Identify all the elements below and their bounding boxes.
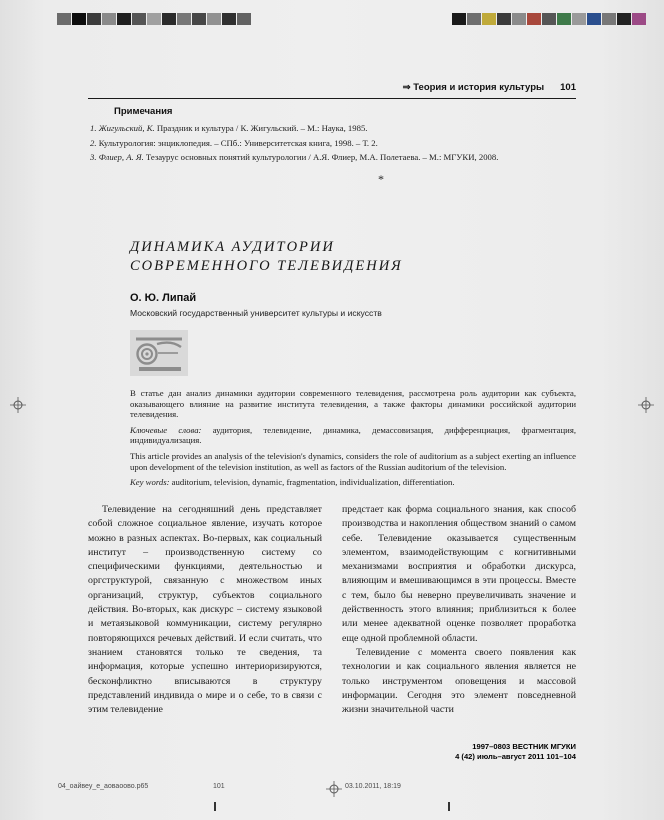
body-paragraph: Телевидение на сегодняшний день представляет собой сложное социальное явление, изучать которое можно в разных аспектах. Во-первых, как социальный институт – производственную систему со специфическими функциями, деятельностью и оргструктурой, связанную с множеством иных организаций, структур, субъектов социального действия. Во-вторых, как дискурс – систему языковой и метаязыковой коммуникации, систему регулярно повторяющихся речевых действий. И если считать, что знанием становятся только те сведения, та информация, которые успешно интериоризируются, бесконфликтно вписываются в структуру представлений индивида о мире и о себе, то в связи с этим телевидение [88,504,322,716]
calibration-strip-right [452,13,646,25]
registration-mark-left [10,397,26,413]
body-column-right [342,503,576,717]
calibration-square [87,13,101,25]
registration-mark-right [638,397,654,413]
calibration-square [512,13,526,25]
page-number: 101 [560,82,576,93]
calibration-square [147,13,161,25]
calibration-square [602,13,616,25]
calibration-square [452,13,466,25]
calibration-square [57,13,71,25]
journal-footer-line1: 1997–0803 ВЕСТНИК МГУКИ [472,742,576,751]
calibration-square [237,13,251,25]
calibration-square [207,13,221,25]
calibration-square [102,13,116,25]
abstract-block [130,388,576,493]
calibration-square [542,13,556,25]
calibration-square [572,13,586,25]
body-paragraph: Телевидение с момента своего появления как технологии и как социального явления является не только инструментом оповещения и массовой информации. Сегодня это элемент повседневной жизни значительной части [342,646,576,716]
calibration-square [587,13,601,25]
journal-footer [88,742,576,761]
article-body [88,503,576,717]
print-datetime: 03.10.2011, 18:19 [345,783,401,790]
note-item: 1. Жигульский, К. Праздник и культура / К. Жигульский. – М.: Наука, 1985. [90,123,368,133]
header-rule [88,98,576,99]
calibration-square [222,13,236,25]
calibration-square [177,13,191,25]
calibration-square [467,13,481,25]
keywords-ru-label: Ключевые слова: [130,424,202,435]
running-header [88,82,576,93]
print-page-number: 101 [213,783,225,790]
article-title-line1: ДИНАМИКА АУДИТОРИИ [130,239,335,255]
article-title-line2: СОВРЕМЕННОГО ТЕЛЕВИДЕНИЯ [130,258,403,274]
calibration-square [497,13,511,25]
note-item: 2. Культурология: энциклопедия. – СПб.: Университетская книга, 1998. – Т. 2. [90,137,378,148]
calibration-square [527,13,541,25]
note-item: 3. Флиер, А. Я. Тезаурус основных понятий культурологии / А.Я. Флиер, М.А. Полетаева. – М.: МГУКИ, 2008. [90,152,499,162]
registration-mark-bottom [326,781,342,797]
ionic-column-icon [130,330,188,376]
crop-tick [214,802,216,811]
abstract-en: This article provides an analysis of the television's dynamics, considers the role of auditorium as a subject exerting an influence upon development of the television institution, as well as factors of the Russian auditorium of the television. [130,450,576,472]
calibration-square [617,13,631,25]
journal-footer-line2: 4 (42) июль–август 2011 101–104 [455,751,576,761]
section-title: ⇒ Теория и история культуры [402,82,545,93]
calibration-square [117,13,131,25]
body-column-left [88,503,322,717]
article-title [130,238,403,276]
keywords-en: Key words: auditorium, television, dynamic, fragmentation, individualization, differentiation. [130,477,455,488]
calibration-square [557,13,571,25]
keywords-en-label: Key words: [130,477,170,488]
body-paragraph: предстает как форма социального знания, как способ производства и накопления обществом знаний о самом себе. Телевидение оказывается существенным элементом, взаимодействующим с когнитивными механизмами восприятия и обработки дискурса, влияющим и вмешивающимся в эти процессы. Вместе с тем, было бы неверно преувеличивать значение и действенность этого влияния; приблизиться к более или менее адекватной оценке позволяет проработка еще одной проблемной области. [342,504,576,644]
calibration-square [482,13,496,25]
notes-list [90,123,576,167]
abstract-ru: В статье дан анализ динамики аудитории современного телевидения, рассмотрена роль аудитории как субъекта, оказывающего влияние на развитие института телевидения, а также факторы динамики российской аудитории телевидения. [130,388,576,420]
calibration-square [192,13,206,25]
author-affiliation: Московский государственный университет культуры и искусств [130,308,382,318]
notes-heading: Примечания [114,106,173,117]
crop-tick [448,802,450,811]
section-separator: * [378,172,384,186]
calibration-square [132,13,146,25]
print-file-name: 04_оайвеу_е_аоваоово.p65 [58,783,149,790]
calibration-square [72,13,86,25]
calibration-square [632,13,646,25]
keywords-ru: Ключевые слова: аудитория, телевидение, динамика, демассовизация, дифференциация, фрагментация, индивидуализация. [130,424,576,446]
calibration-strip-left [57,13,251,25]
author-name: О. Ю. Липай [130,292,197,304]
calibration-square [162,13,176,25]
